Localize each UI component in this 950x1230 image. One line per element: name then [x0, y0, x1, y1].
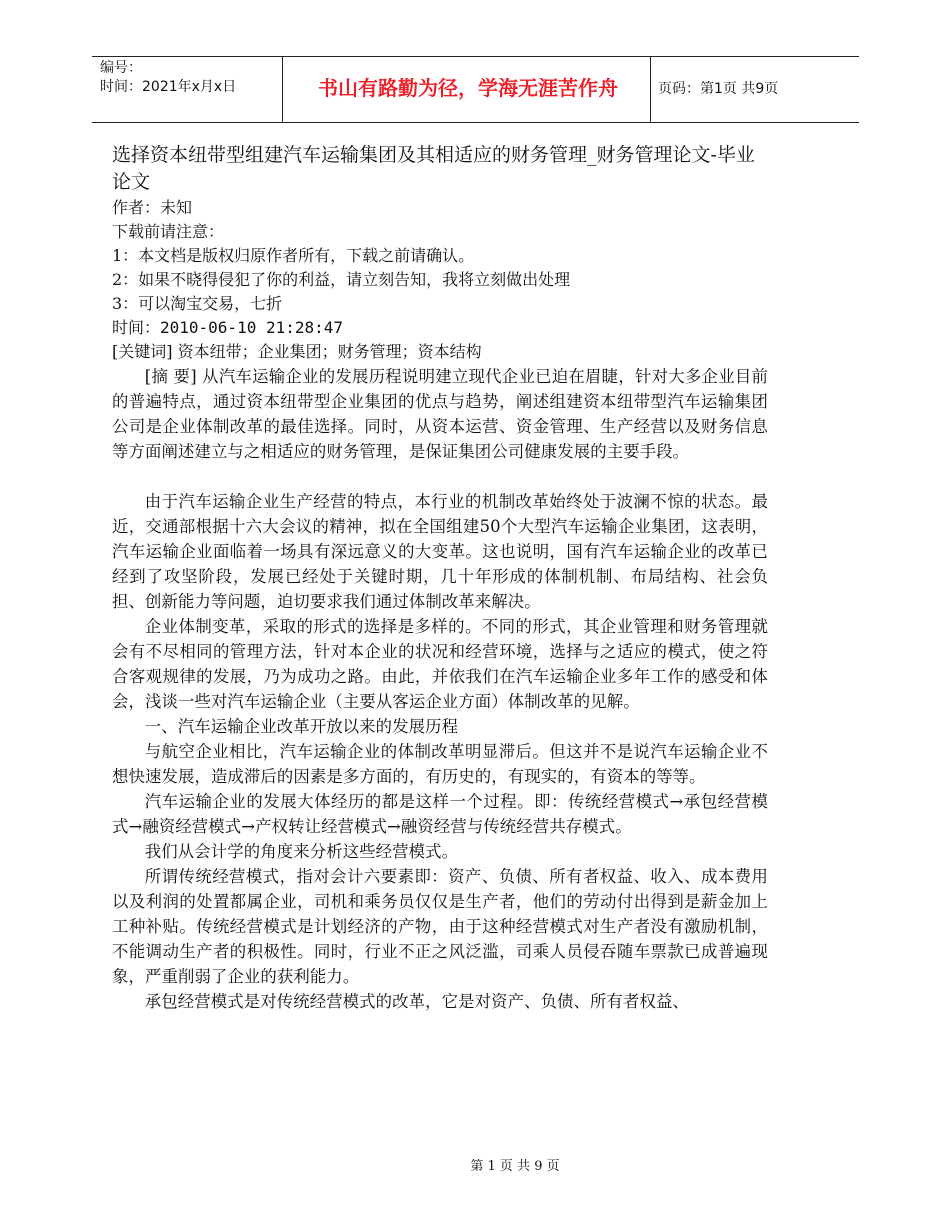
header-page-info: 页码：第1页 共9页	[658, 81, 779, 97]
body-paragraph: 与航空企业相比，汽车运输企业的体制改革明显滞后。但这并不是说汽车运输企业不想快速发展，造成滞后的因素是多方面的，有历史的，有现实的，有资本的等等。	[112, 742, 768, 786]
body-paragraph: 汽车运输企业的发展大体经历的都是这样一个过程。即：传统经营模式→承包经营模式→融资经营模式→产权转让经营模式→融资经营与传统经营共存模式。	[112, 792, 768, 836]
notice-item: 2：如果不晓得侵犯了你的利益，请立刻告知，我将立刻做出处理	[112, 270, 571, 289]
date-line: 时间：2021年x月x日	[100, 79, 237, 95]
document-body	[112, 142, 768, 1014]
keywords-line: [关键词] 资本纽带；企业集团；财务管理；资本结构	[112, 342, 482, 361]
body-paragraph: 我们从会计学的角度来分析这些经营模式。	[144, 842, 459, 861]
notice-heading: 下载前请注意：	[112, 222, 225, 241]
body-paragraph: 所谓传统经营模式，指对会计六要素即：资产、负债、所有者权益、收入、成本费用以及利润的处置都属企业，司机和乘务员仅仅是生产者，他们的劳动付出得到是薪金加上工种补贴。传统经营模式是计划经济的产物，由于这种经营模式对生产者没有激励机制，不能调动生产者的积极性。同时，行业不正之风泛滥，司乘人员侵吞随车票款已成普遍现象，严重削弱了企业的获利能力。	[112, 867, 768, 986]
notice-item: 3：可以淘宝交易，七折	[112, 294, 283, 313]
header-divider	[282, 57, 283, 122]
footer-page-number: 第 1 页 共 9 页	[470, 1159, 560, 1174]
number-label: 编号：	[100, 60, 142, 76]
abstract-paragraph: [摘 要] 从汽车运输企业的发展历程说明建立现代企业已迫在眉睫，针对大多企业目前的普遍特点，通过资本纽带型企业集团的优点与趋势，阐述组建资本纽带型汽车运输集团公司是企业体制改革的最佳选择。同时，从资本运营、资金管理、生产经营以及财务信息等方面阐述建立与之相适应的财务管理，是保证集团公司健康发展的主要手段。	[112, 367, 768, 461]
author-line: 作者：未知	[112, 198, 193, 217]
body-paragraph: 企业体制变革，采取的形式的选择是多样的。不同的形式，其企业管理和财务管理就会有不尽相同的管理方法，针对本企业的状况和经营环境，选择与之适应的模式，使之符合客观规律的发展，乃为成功之路。由此，并依我们在汽车运输企业多年工作的感受和体会，浅谈一些对汽车运输企业（主要从客运企业方面）体制改革的见解。	[112, 617, 768, 711]
page-header	[92, 56, 859, 123]
header-motto: 书山有路勤为径，学海无涯苦作舟	[318, 76, 618, 100]
spacer	[112, 464, 768, 489]
body-paragraph: 由于汽车运输企业生产经营的特点，本行业的机制改革始终处于波澜不惊的状态。最近，交通部根据十六大会议的精神，拟在全国组建50个大型汽车运输企业集团，这表明，汽车运输企业面临着一场具有深远意义的大变革。这也说明，国有汽车运输企业的改革已经到了攻坚阶段，发展已经处于关键时期，几十年形成的体制机制、布局结构、社会负担、创新能力等问题，迫切要求我们通过体制改革来解决。	[112, 492, 768, 611]
header-meta	[100, 59, 280, 97]
notice-item: 1：本文档是版权归原作者所有，下载之前请确认。	[112, 246, 475, 265]
time-line: 时间：2010-06-10 21:28:47	[112, 318, 344, 337]
section-heading: 一、汽车运输企业改革开放以来的发展历程	[144, 717, 459, 736]
header-divider	[650, 57, 651, 122]
body-paragraph: 承包经营模式是对传统经营模式的改革，它是对资产、负债、所有者权益、	[144, 992, 689, 1011]
document-title: 选择资本纽带型组建汽车运输集团及其相适应的财务管理_财务管理论文-毕业论文	[112, 144, 755, 193]
page-footer	[0, 1158, 950, 1176]
